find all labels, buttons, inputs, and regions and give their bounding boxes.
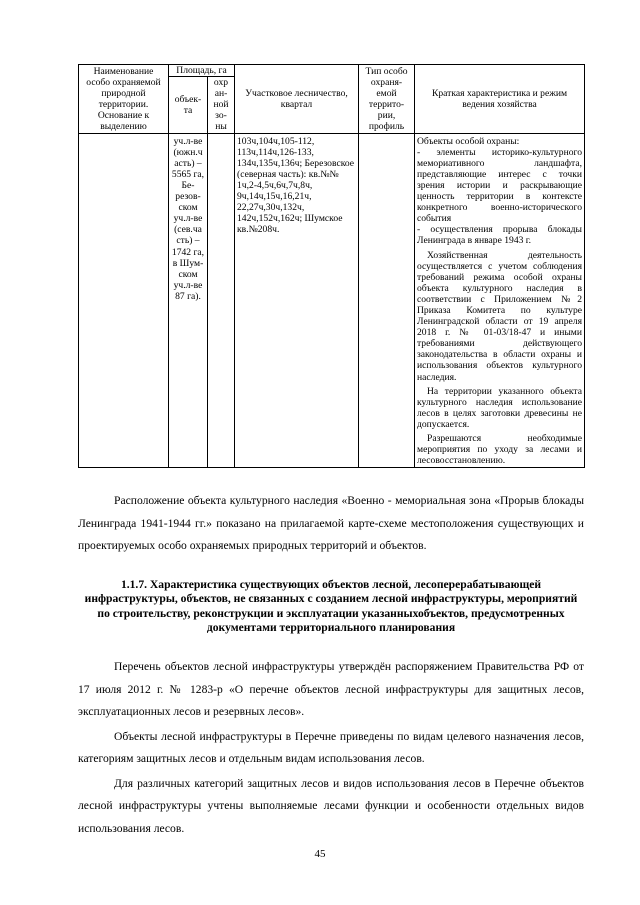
header-type: Тип особо охраня-емой террито-рии, профиль [359,65,415,134]
body-paragraph: Для различных категорий защитных лесов и видов использования лесов в Перечне объектов лесной инфраструктуры учтены выполняемые лесами функции и особенности отдельных видов использования лесов. [78,776,584,835]
desc-item: - элементы историко-культурного мемориативного ландшафта, представляющие интерес с точки зрения истории и раскрывающие ценность территории в контексте конкретного военно-исторического события [417,146,582,225]
cell-forestry: 103ч,104ч,105-112, 113ч,114ч,126-133, 134ч,135ч,136ч; Березовское (северная часть): кв.№№ 1ч,2-4,5ч,6ч,7ч,8ч, 9ч,14ч,15ч,16,21ч, 22,27ч,30ч,132ч, 142ч,152ч,162ч; Шумское кв.№208ч. [235,133,359,468]
body-paragraph: Перечень объектов лесной инфраструктуры утверждён распоряжением Правительства РФ от 17 июля 2012 г. № 1283-р «О перечне объектов лесной инфраструктуры для защитных лесов, эксплуатационных лесов и резервных лесов». [78,660,584,718]
section-heading: 1.1.7. Характеристика существующих объектов лесной, лесоперерабатывающей инфраструктуры, объектов, не связанных с созданием лесной инфраструктуры, мероприятий по строительству, реконструкции и эксплуатации указанныхобъектов, предусмотренных документами территориального планирования [84,578,578,635]
header-forestry: Участковое лесничество, квартал [235,65,359,134]
cell-area-protected [208,133,235,468]
desc-item: - осуществления прорыва блокады Ленинграда в январе 1943 г. [417,224,582,247]
cell-description [415,133,585,468]
cell-name [79,133,169,468]
body-paragraph-1-block [78,490,584,558]
header-area-objects: объек-та [169,77,208,133]
body-paragraph: Расположение объекта культурного наследия «Военно - мемориальная зона «Прорыв блокады Ленинграда 1941-1944 гг.» показано на прилагаемой карте-схеме местоположения существующих и проектируемых особо охраняемых природных территорий и объектов. [78,494,584,552]
body-paragraph: Объекты лесной инфраструктуры в Перечне приведены по видам целевого назначения лесов, категориям защитных лесов и отдельным видам использования лесов. [78,729,584,765]
cell-type [359,133,415,468]
desc-paragraph: Разрешаются необходимые мероприятия по уходу за лесами и лесовосстановлению. [417,433,582,467]
cell-area-objects: уч.л-ве (южн.ч асть) – 5565 га, Бе-резов-ском уч.л-ве (сев.ча сть) – 1742 га, в Шум-ском уч.л-ве 87 га). [169,133,208,468]
header-name: Наименование особо охраняемой природной территории. Основание к выделению [79,65,169,134]
protected-areas-table [78,64,585,468]
table-header-row [79,65,585,77]
desc-paragraph: Хозяйственная деятельность осуществляется с учетом соблюдения требований режима особой охраны объекта культурного наследия в соответствии с Приложением №2 Приказа Комитета по культуре Ленинградской области от 19 апреля 2018 г. № 01-03/18-47 и иными требованиями действующего законодательства в области охраны и использования объектов культурного наследия. [417,249,582,383]
desc-title: Объекты особой охраны: [417,135,520,147]
desc-paragraph: На территории указанного объекта культурного наследия использование лесов в целях заготовки древесины не допускается. [417,385,582,430]
header-area: Площадь, га [169,65,235,77]
section-heading-block [78,578,584,636]
header-area-protected: охр ан-ной зо-ны [208,77,235,133]
page-number: 45 [314,848,326,860]
header-description: Краткая характеристика и режим ведения хозяйства [415,65,585,134]
body-text-block [78,656,584,840]
table-row [79,133,585,468]
